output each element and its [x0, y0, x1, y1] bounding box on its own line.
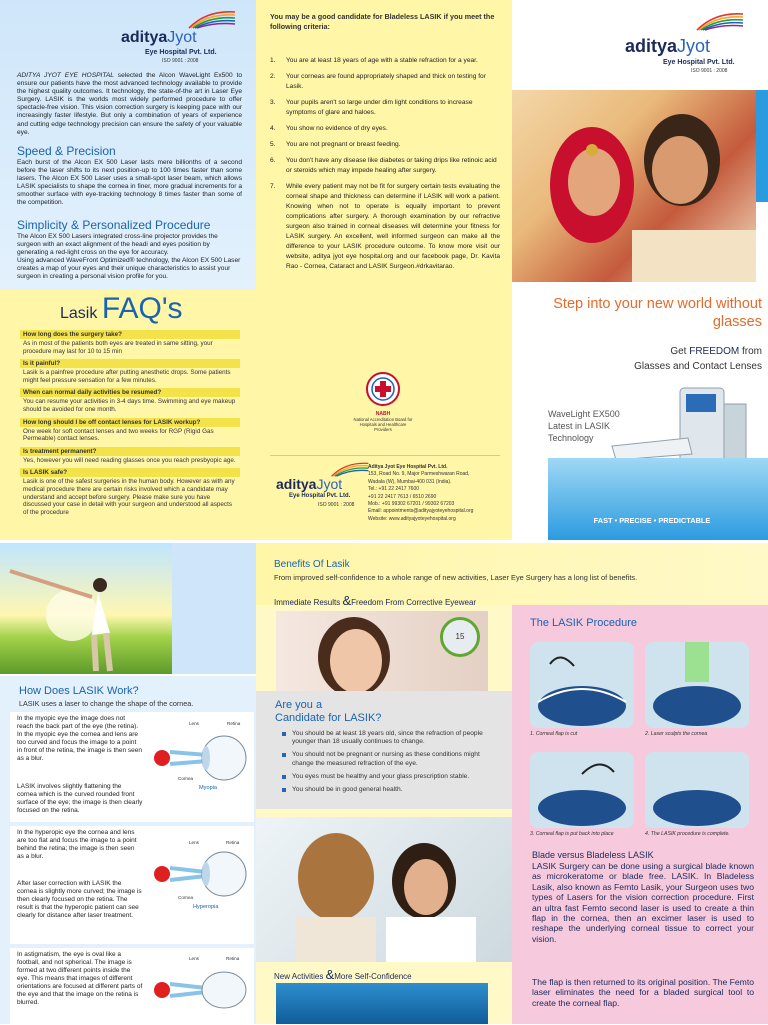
simplicity-heading: Simplicity & Personalized Procedure — [17, 218, 211, 232]
glasses-c: Contact — [692, 361, 727, 372]
criteria-number: 5. — [270, 141, 276, 148]
address-line: Email: appointments@adityajyoteyehospital.org — [368, 508, 474, 515]
spacer — [172, 543, 256, 674]
cover-brand-a: aditya — [625, 36, 678, 56]
criteria-heading: You may be a good candidate for Bladeless LASIK if you meet the following criteria: — [270, 12, 495, 31]
faq-answer: As in most of the patients both eyes are treated in same sitting, your procedure may last for 10 to 15 min — [23, 340, 213, 355]
address-line: Website: www.adityajyoteyehospital.org — [368, 515, 456, 522]
astig-text: In astigmatism, the eye is oval like a football, and not spherical. The image is formed at two different points inside the eye. This means that images of different orientations are focused at different parts of the eye and that the image on the retina is blurred. — [17, 951, 143, 1006]
new-b: More Self-Confidence — [334, 972, 412, 981]
logo-swoosh-icon — [695, 10, 745, 32]
brand-sub: Eye Hospital Pvt. Ltd. — [145, 49, 217, 56]
criteria-number: 7. — [270, 183, 276, 190]
intro-text — [17, 72, 242, 137]
man-silhouette — [0, 543, 172, 674]
step-3-caption: 3. Corneal flap is put back into place — [530, 831, 614, 837]
step-3-image — [530, 752, 634, 828]
step-2-caption: 2. Laser sculpts the cornea — [645, 731, 708, 737]
clock-value: 15 — [455, 632, 465, 641]
criteria-text: While every patient may not be fit for surgery certain tests evaluating the corneal shape and thickness can determine if LASIK will work a patient. Knowing when not to operate is equally important to prevent complications after surgery. A thorough examination by our refractive surgeon also trained in corneal diseases will determine your fitness for LASIK surgery. An excellent, well informed surgeon can make all the difference to your LASIK procedure outcome. To know more visit our website, aditya jyot eye hospital.org and our facebook page, Dr. Kavita Rao - Cornea, Cataract and LASIK Surgeon.#drkavitarao. — [286, 183, 500, 270]
how-subtitle: LASIK uses a laser to change the shape of the cornea. — [19, 699, 194, 708]
address-line: Mob.: +91 99302 67201 / 99302 67203 — [368, 501, 455, 508]
astig-retina-label: Retina — [226, 956, 240, 961]
hyperopia-cornea-label: Cornea — [178, 895, 194, 900]
footer-brand-a: aditya — [276, 476, 317, 492]
hyperopia-text: In the hyperopic eye the cornea and lens are too flat and focus the image to a point behind the retina; the image is then seen as a blur. — [17, 829, 137, 860]
criteria-number: 6. — [270, 157, 276, 164]
panel-procedure — [512, 605, 768, 1024]
step-4-caption: 4. The LASIK procedure is complete. — [645, 831, 730, 837]
criteria-text: You are not pregnant or breast feeding. — [286, 141, 401, 148]
myopia-cornea-label: Cornea — [178, 776, 194, 781]
candidate-list — [278, 730, 502, 799]
faq-title-a: Lasik — [60, 305, 98, 322]
criteria-text: Your corneas are found appropriately shaped and thick on testing for Lasik. — [286, 73, 486, 90]
nabh-logo — [353, 372, 413, 432]
cover-logo — [625, 10, 755, 80]
faq-answer: Lasik is a painfree procedure after putting anesthetic drops. Some patients might feel pressure sensation for a few minutes. — [23, 369, 231, 384]
brand-name-b: Jyot — [167, 29, 197, 46]
faq-question: Is it painful? — [20, 359, 240, 368]
footer-brand-iso: ISO 9001 : 2008 — [318, 502, 355, 508]
footer-brand-b: Jyot — [316, 476, 343, 492]
astig-diagram — [150, 954, 250, 1020]
candidate-item: You should not be pregnant or nursing as these conditions might change the measured refraction of the eye. — [278, 751, 502, 767]
criteria-item — [270, 98, 500, 118]
criteria-item — [270, 56, 500, 66]
flap-text: The flap is then returned to its original position. The Femto laser eliminates the need for a bladed surgical tool to create the corneal flap. — [532, 977, 754, 1008]
nabh-text: National Accreditation Board for Hospitals and Healthcare Providers — [353, 417, 413, 432]
faq-question: How long should I be off contact lenses for LASIK workup? — [20, 418, 240, 427]
nabh-seal-icon — [366, 372, 400, 406]
new-activities-heading — [274, 967, 412, 982]
panel-benefits-body — [256, 593, 512, 1024]
blade-text: LASIK Surgery can be done using a surgical blade known as microkeratome or blade free. LASIK. In Bladeless Lasik, also known as Femto Lasik, your Surgeon uses two types of Lasers for the vision correction procedure. First an ultra fast Femto second laser is used to create a thin flap in the cornea, then an excimer laser is used to reshape the underlying corneal tissue to correct your vision. — [532, 861, 754, 944]
myopia-diagram — [150, 716, 250, 796]
benefits-sub: From improved self-confidence to a whole range of new activities, Laser Eye Surgery has a long list of benefits. — [274, 573, 638, 582]
logo-swoosh-icon — [187, 8, 237, 30]
criteria-item — [270, 156, 500, 176]
address-line: Aditya Jyot Eye Hospital Pvt. Ltd. — [368, 464, 448, 470]
panel-about — [0, 0, 256, 290]
footer-brand-sub: Eye Hospital Pvt. Ltd. — [289, 493, 351, 499]
apple-icon — [154, 866, 170, 882]
faq-question: When can normal daily activities be resumed? — [20, 388, 240, 397]
cover-brand-sub: Eye Hospital Pvt. Ltd. — [663, 59, 735, 66]
criteria-number: 4. — [270, 125, 276, 132]
clock-icon — [440, 617, 480, 657]
cover-brand-iso: ISO 9001 : 2008 — [691, 68, 728, 74]
immediate-heading — [274, 593, 476, 608]
myopia-fix-text: LASIK involves slightly flattening the cornea which is the curved rounded front surface of the eye; the image is then clearly focused on the retina. — [17, 783, 143, 814]
hyperopia-diagram — [150, 834, 250, 914]
fast-text: FAST • PRECISE • PREDICTABLE — [593, 516, 711, 525]
criteria-number: 3. — [270, 99, 276, 106]
myopia-lens-label: Lens — [189, 721, 199, 726]
new-a: New Activities — [274, 972, 326, 981]
doctor-photo — [256, 817, 512, 962]
brand-logo — [121, 10, 241, 64]
immediate-a: Immediate Results — [274, 598, 343, 607]
simplicity-text: The Alcon EX 500 Lasers integrated cross-line projector provides the surgeon with an exact alignment of the headi and eyes position by generating a red-light cross on the eye for accuracy. Using advanced WaveFront Optimized® technology, the Alcon EX 500 Laser creates a map of your eyes and their unique characteristics to assist your surgeon in creating a personal vision profile for you. — [17, 233, 241, 281]
faq-question: How long does the surgery take? — [20, 330, 240, 339]
criteria-text: You are at least 18 years of age with a stable refraction for a year. — [286, 57, 478, 64]
faq-title — [60, 292, 183, 326]
candidate-box — [256, 691, 512, 809]
couple-illustration — [512, 90, 756, 282]
faq-list — [20, 327, 240, 517]
faq-answer: You can resume your activities in 3-4 days time. Swimming and eye makeup should be avoided for one month. — [23, 398, 236, 413]
panel-faq — [0, 290, 256, 540]
candidate-item: You should be at least 18 years old, since the refraction of people younger than 18 usually continues to change. — [278, 730, 502, 746]
glasses-b: and — [670, 361, 693, 372]
tagline: Step into your new world without glasses — [553, 296, 762, 330]
blade-title: Blade versus Bladeless LASIK — [532, 850, 654, 860]
nabh-abbr: NABH — [375, 411, 391, 417]
faq-title-b: FAQ's — [101, 292, 183, 325]
address-line: Wadala (W), Mumbai-400 031 (India). — [368, 478, 452, 485]
candidate-item: You should be in good general health. — [278, 786, 502, 794]
glasses-a: Glasses — [634, 361, 671, 372]
couple-photo — [512, 90, 756, 282]
step-4-image — [645, 752, 749, 828]
faq-answer: Lasik is one of the safest surgeries in the human body. However as with any medical procedure there are certain risks involved which a candidate may understand and accept before surgery. Please make sure you have discussed your case in detail with your surgeon and understood all aspects of the procedure — [23, 478, 235, 516]
myopia-retina-label: Retina — [227, 721, 241, 726]
criteria-number: 2. — [270, 73, 276, 80]
intro-lead: ADITYA JYOT EYE HOSPITAL — [17, 72, 114, 79]
step-1-image — [530, 642, 634, 728]
faq-answer: Yes, however you will need reading glasses once you reach presbyopic age. — [23, 456, 236, 464]
candidate-title: Are you a Candidate for LASIK? — [275, 699, 382, 724]
cover-brand-b: Jyot — [677, 36, 711, 56]
brand-name-a: aditya — [121, 29, 168, 46]
benefits-title: Benefits Of Lasik — [274, 559, 350, 570]
glasses-d: Lenses — [726, 361, 762, 372]
immediate-amp: & — [342, 593, 352, 608]
criteria-item — [270, 140, 500, 150]
criteria-item — [270, 72, 500, 92]
address-line: Tel.: +91 22 2417 7600 — [368, 486, 420, 493]
glasses-line — [552, 361, 762, 372]
freedom-b: FREEDOM — [689, 346, 740, 357]
procedure-title: The LASIK Procedure — [530, 617, 638, 629]
faq-question: Is treatment permanent? — [20, 447, 240, 456]
how-title: How Does LASIK Work? — [19, 685, 139, 697]
hyperopia-lens-label: Lens — [189, 840, 199, 845]
criteria-text: You show no evidence of dry eyes. — [286, 125, 388, 132]
new-amp: & — [325, 967, 335, 982]
address-block — [368, 464, 508, 523]
hyperopia-fix-text: After laser correction with LASIK the cornea is slightly more curved; the image is then clearly focused on the retina. The result is that the hyperopic patient can see clearly for distance after laser treatment. — [17, 880, 142, 919]
brand-iso: ISO 9001 : 2008 — [162, 58, 199, 64]
immediate-b: Freedom From Corrective Eyewear — [351, 598, 477, 607]
criteria-item — [270, 182, 500, 272]
freedom-c: from — [739, 346, 762, 357]
step-1-caption: 1. Corneal flap is cut — [530, 731, 578, 737]
criteria-item — [270, 124, 500, 134]
wavelight-text: WaveLight EX500 Latest in LASIK Technology — [548, 409, 620, 443]
criteria-number: 1. — [270, 57, 276, 64]
speed-text: Each burst of the Alcon EX 500 Laser lasts mere billionths of a second before the laser shifts to its next position-up to 100 times faster than some lasers. The Alcon EX 500 Laser uses a small-spot laser beam, which allows LASIK specialists to shape the cornea in finer, more gradual increments for a smoother surface with eye-tracking technology 8 times faster than some of the competition. — [17, 159, 242, 207]
accent-stripe — [756, 90, 768, 202]
criteria-list — [270, 56, 500, 278]
freedom-line — [552, 346, 762, 357]
footer-logo — [276, 462, 376, 522]
criteria-text: Your pupils aren't so large under dim light conditions to increase symptoms of glare and haloes. — [286, 99, 473, 116]
step-2-image — [645, 642, 749, 728]
myopia-text: In the myopic eye the image does not reach the back part of the eye (the retina). In the myopic eye the cornea and lens are too curved and focus the image to a point in front of the retina, the image is then seen as a blur. — [17, 715, 143, 762]
fast-banner — [548, 458, 768, 540]
panel-cover — [512, 0, 768, 540]
criteria-text: You don't have any disease like diabetes or taking drips like retinoic acid or steroids which may impede healing after surgery. — [286, 157, 497, 174]
hyperopia-label: Hyperopia — [193, 904, 219, 910]
intro-body: selected the Alcon WaveLight Ex500 to ensure our patients have the most advanced technology available to provide the highest quality outcomes. It technology, the state-of-the art in Laser Eye Surgery. LASIK is the worlds most widely performed procedure to offer spectacle-free vision. This vision correction surgery is keeping pace with our increasingly faster lifestyle. But only a combination of years of experience and cutting edge technology precision can ensure the safety of your valuable eye. — [17, 72, 242, 136]
hyperopia-retina-label: Retina — [226, 840, 240, 845]
address-line: +91 22 2417 7613 / 6510 2690 — [368, 493, 437, 500]
candidate-item: You eyes must be healthy and your glass prescription stable. — [278, 773, 502, 781]
freedom-photo — [0, 543, 172, 674]
freedom-a: Get — [670, 346, 690, 357]
swimmer-photo — [276, 983, 488, 1024]
apple-icon — [154, 982, 170, 998]
faq-question: Is LASIK safe? — [20, 468, 240, 477]
panel-how — [0, 676, 256, 1024]
panel-criteria — [256, 0, 512, 540]
faq-answer: One week for soft contact lenses and two weeks for RGP (Rigid Gas Permeable) contact lenses. — [23, 427, 214, 443]
divider — [270, 455, 500, 456]
address-line: 153, Road No. 9, Major Parmeshwaran Road, — [368, 471, 470, 478]
apple-icon — [154, 750, 170, 766]
astig-lens-label: Lens — [189, 956, 199, 961]
myopia-label: Myopia — [199, 785, 218, 791]
speed-heading: Speed & Precision — [17, 144, 116, 158]
